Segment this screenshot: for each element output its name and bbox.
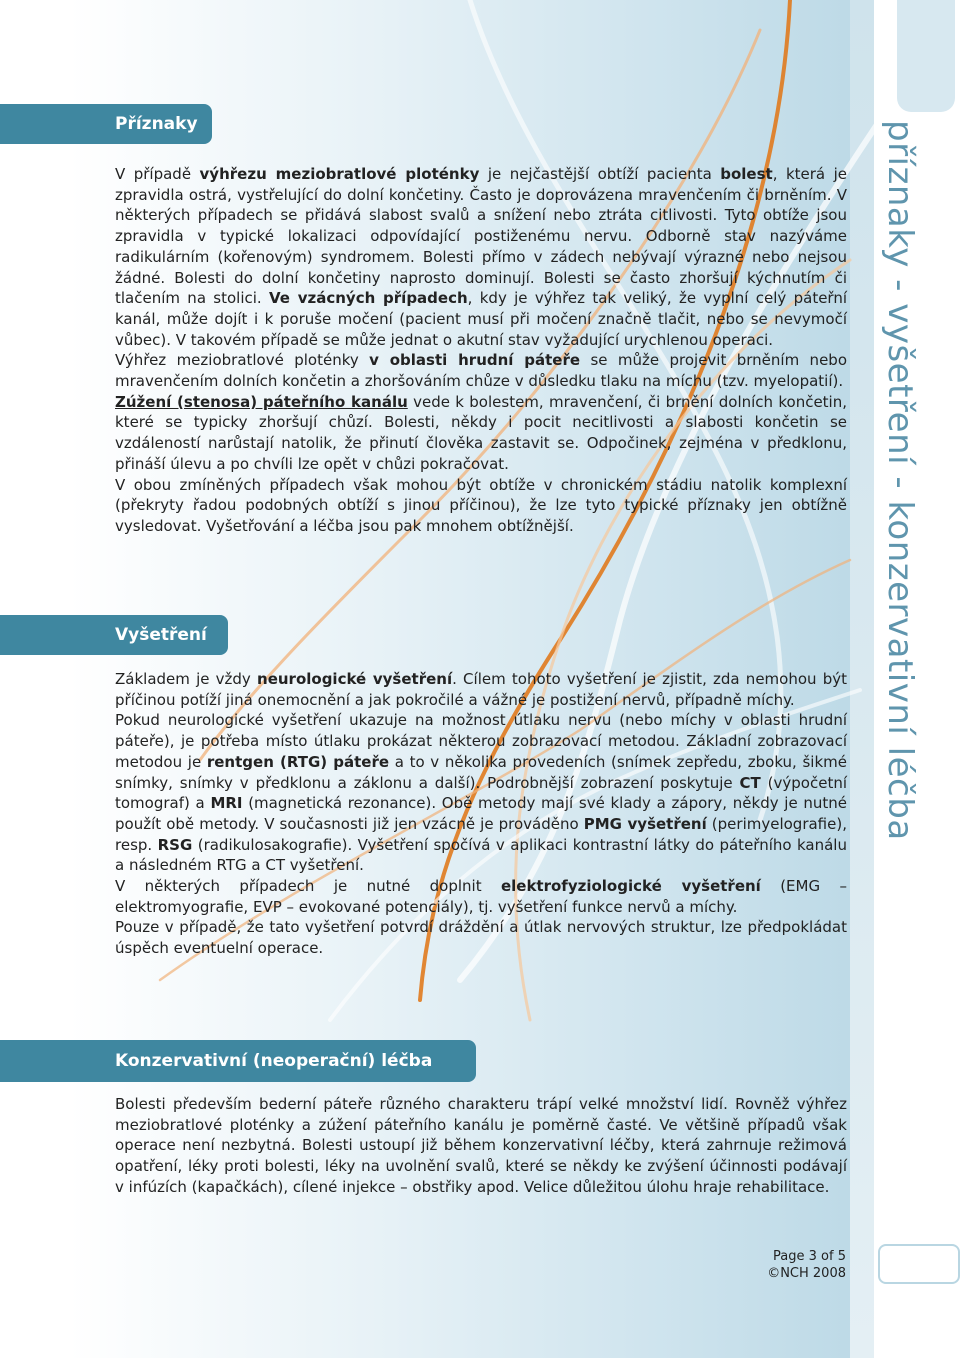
bold-text: elektrofyziologické vyšetření	[500, 877, 761, 896]
text: (magnetická rezonance). Obě metody mají své klady a zápory, někdy je nutné použít obě metody. V současnosti již jen vzácně je prováděno	[115, 794, 847, 833]
bold-text: neurologické vyšetření	[257, 670, 453, 688]
copyright: ©NCH 2008	[767, 1266, 846, 1281]
text: Pokud neurologické vyšetření ukazuje na možnost útlaku nervu (nebo míchy v oblasti hrudní páteře), je potřeba místo útlaku prokázat některou zobrazovací metodou. Základní zobrazovací metodou je	[115, 711, 847, 771]
heading-text: Konzervativní (neoperační) léčba	[115, 1051, 433, 1071]
section-lecba-body	[115, 1094, 847, 1198]
text: (radikulosakografie). Vyšetření spočívá v aplikaci kontrastní látky do páteřního kanálu a následném RTG a CT vyšetření.	[115, 835, 847, 875]
text: Výhřez meziobratlové ploténky	[115, 351, 370, 370]
bold-text: RSG	[157, 835, 193, 854]
text: V případě	[115, 165, 200, 183]
page-number: Page 3 of 5	[773, 1249, 846, 1264]
heading-vysetreni	[0, 615, 228, 655]
bold-text: bolest	[720, 165, 773, 183]
paragraph: Pouze v případě, že tato vyšetření potvrdí dráždění a útlak nervových struktur, lze předpokládat úspěch eventuelní operace.	[115, 918, 847, 958]
text: . Cílem tohoto vyšetření je zjistit, zda nemohou být příčinou potíží jiná onemocnění a jak pokročilé a vážné je postižení nervů, případně míchy.	[115, 670, 848, 709]
heading-text: Příznaky	[115, 114, 198, 134]
text: Základem je vždy	[115, 670, 258, 688]
text: V některých případech je nutné doplnit	[115, 877, 501, 896]
heading-konzervativni-lecba	[0, 1040, 476, 1082]
bold-text: Ve vzácných případech	[269, 289, 468, 308]
paragraph	[115, 669, 847, 710]
section-vysetreni-body	[115, 669, 847, 959]
text: je nejčastější obtíží pacienta	[479, 165, 721, 183]
text: a to v několika provedeních (snímek zepředu, zboku, šikmé snímky, snímky v předklonu a záklonu a další). Podrobnější zobrazení poskytuje	[115, 752, 847, 792]
paragraph: Bolesti především bederní páteře různého charakteru trápí velké množství lidí. Rovněž výhřez meziobratlové ploténky a zúžení páteřního kanálu je poměrně časté. Ve většině případů však operace není nezbytná. Bolesti ustoupí již během konzervativní léčby, která zahrnuje režimová opatření, léky proti bolesti, léky na uvolnění svalů, které se někdy ke zvýšení účinnosti podávají v infúzích (kapačkách), cílené injekce – obstřiky apod. Velice důležitou úlohu hraje rehabilitace.	[115, 1095, 847, 1196]
section-priznaky-body	[115, 164, 847, 537]
bold-text: CT	[739, 773, 761, 792]
bold-text: rentgen (RTG) páteře	[206, 752, 390, 771]
bold-text: PMG vyšetření	[583, 814, 707, 833]
paragraph	[115, 876, 847, 917]
paragraph	[115, 392, 847, 475]
bold-text: v oblasti hrudní páteře	[369, 351, 581, 370]
text: (výpočetní tomograf) a	[115, 773, 847, 813]
text: (perimyelografie), resp.	[115, 814, 847, 854]
bold-underlined-text: Zúžení (stenosa) páteřního kanálu	[115, 392, 408, 411]
bold-text: MRI	[210, 794, 243, 813]
bold-text: výhřezu meziobratlové ploténky	[199, 165, 480, 183]
paragraph	[115, 164, 847, 350]
text: (EMG – elektromyografie, EVP – evokované potenciály), tj. vyšetření funkce nervů a míchy.	[115, 877, 847, 916]
page-footer	[700, 1248, 846, 1282]
text: , která je zpravidla ostrá, vystřelující do dolní končetiny. Často je doprovázena mravenčením či brněním. V některých případech se přidává slabost svalů a snížení nebo ztráta citlivosti. Tyto obtíže jsou zpravidla v typické lokalizaci odpovídající postiženému nervu. Odborně stav nazýváme radikulárním (kořenovým) syndromem. Bolesti přímo v zádech nebývají výrazné nebo nejsou žádné. Bolesti do dolní končetiny naprosto dominují. Bolesti se často zhoršují kýchnutím či tlačením na stolici.	[115, 165, 847, 308]
side-vertical-title: příznaky - vyšetření - konzervativní léčba	[880, 120, 920, 841]
paragraph: V obou zmíněných případech však mohou být obtíže v chronickém stádiu natolik komplexní (překryty řadou podobných obtíží s jinou příčinou), že lze tyto typické příznaky jen obtížně vysledovat. Vyšetřování a léčba jsou pak mnohem obtížnější.	[115, 475, 847, 535]
text: , kdy je výhřez tak veliký, že vyplní celý páteřní kanál, může dojít i k poruše močení (pacient musí při močení značně tlačit, nebo se nevymočí vůbec). V takovém případě se může jednat o akutní stav vyžadující urychlenou operaci.	[115, 289, 848, 349]
heading-priznaky	[0, 104, 212, 144]
text: se může projevit brněním nebo mravenčením dolních končetin a zhoršováním chůze v důsledku tlaku na míchu (tzv. myelopatií).	[115, 351, 847, 391]
text: vede k bolestem, mravenčení, či brnění dolních končetin, které se typicky zhoršují chůzí. Bolesti, někdy i pocit necitlivosti a slabosti končetin se vzdáleností narůstají natolik, že přinutí člověka zastavit se. Odpočinek, zejména v předklonu, přináší úlevu a po chvíli lze opět v chůzi pokračovat.	[115, 392, 847, 473]
heading-text: Vyšetření	[115, 625, 207, 645]
paragraph	[115, 350, 847, 391]
paragraph	[115, 710, 847, 876]
